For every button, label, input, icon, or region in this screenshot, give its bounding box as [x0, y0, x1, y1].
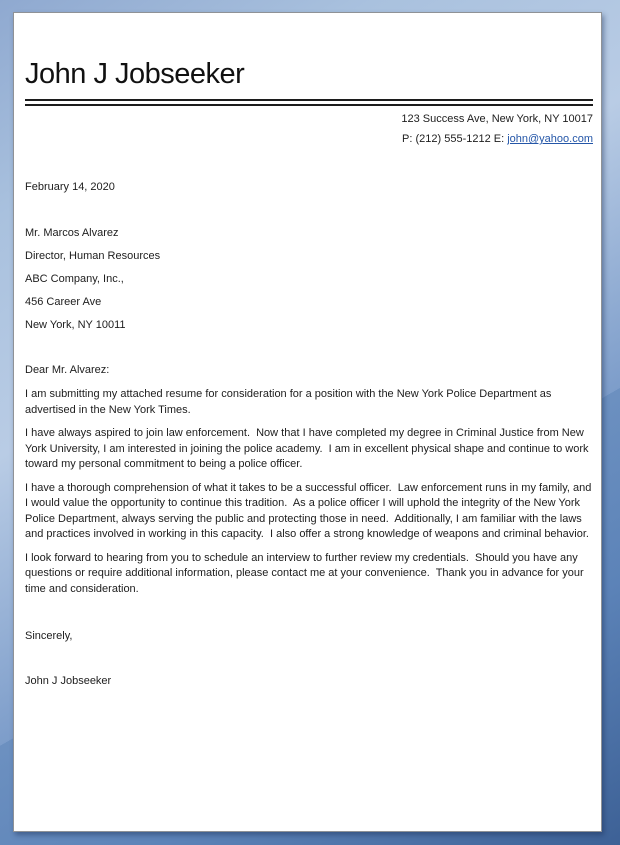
- letterhead-divider: [25, 99, 593, 106]
- recipient-company: ABC Company, Inc.,: [25, 273, 124, 286]
- letter-body: [25, 387, 593, 597]
- salutation: Dear Mr. Alvarez:: [25, 364, 110, 377]
- recipient-city: New York, NY 10011: [25, 319, 126, 332]
- sender-address: 123 Success Ave, New York, NY 10017: [401, 113, 593, 126]
- recipient-name: Mr. Marcos Alvarez: [25, 227, 119, 240]
- closing: Sincerely,: [25, 630, 73, 643]
- recipient-street: 456 Career Ave: [25, 296, 102, 309]
- recipient-block: [25, 226, 593, 333]
- body-paragraph-4: I look forward to hearing from you to schedule an interview to further review my credentials. Should you have any questions or require additional information, please contact me at your convenience. Thank you in advance for your time and consideration.: [25, 551, 587, 595]
- body-paragraph-2: I have always aspired to join law enforcement. Now that I have completed my degree in Criminal Justice from New York University, I am interested in joining the police academy. I am in excellent physical shape and continue to work toward my personal commitment to being a police officer.: [25, 427, 592, 471]
- recipient-title: Director, Human Resources: [25, 250, 161, 263]
- signature-name: John J Jobseeker: [25, 675, 112, 688]
- sender-contact: [25, 129, 593, 149]
- body-paragraph-1: I am submitting my attached resume for consideration for a position with the New York Police Department as advertised in the New York Times.: [25, 388, 555, 416]
- sender-phone: P: (212) 555-1212 E:: [402, 133, 508, 146]
- sender-name: John J Jobseeker: [25, 58, 245, 90]
- body-paragraph-3: I have a thorough comprehension of what it takes to be a successful officer. Law enforcement runs in my family, and I would value the opportunity to continue this tradition. As a police officer I will uphold the integrity of the New York Police Department, always serving the public and protecting those in need. Additionally, I am familiar with the laws and practices involved in working in this capacity. I also offer a strong knowledge of weapons and criminal behavior.: [25, 481, 595, 541]
- letterhead: [25, 58, 593, 149]
- letter-page: [13, 12, 602, 832]
- email-link[interactable]: john@yahoo.com: [507, 133, 593, 146]
- letter-date: February 14, 2020: [25, 181, 115, 194]
